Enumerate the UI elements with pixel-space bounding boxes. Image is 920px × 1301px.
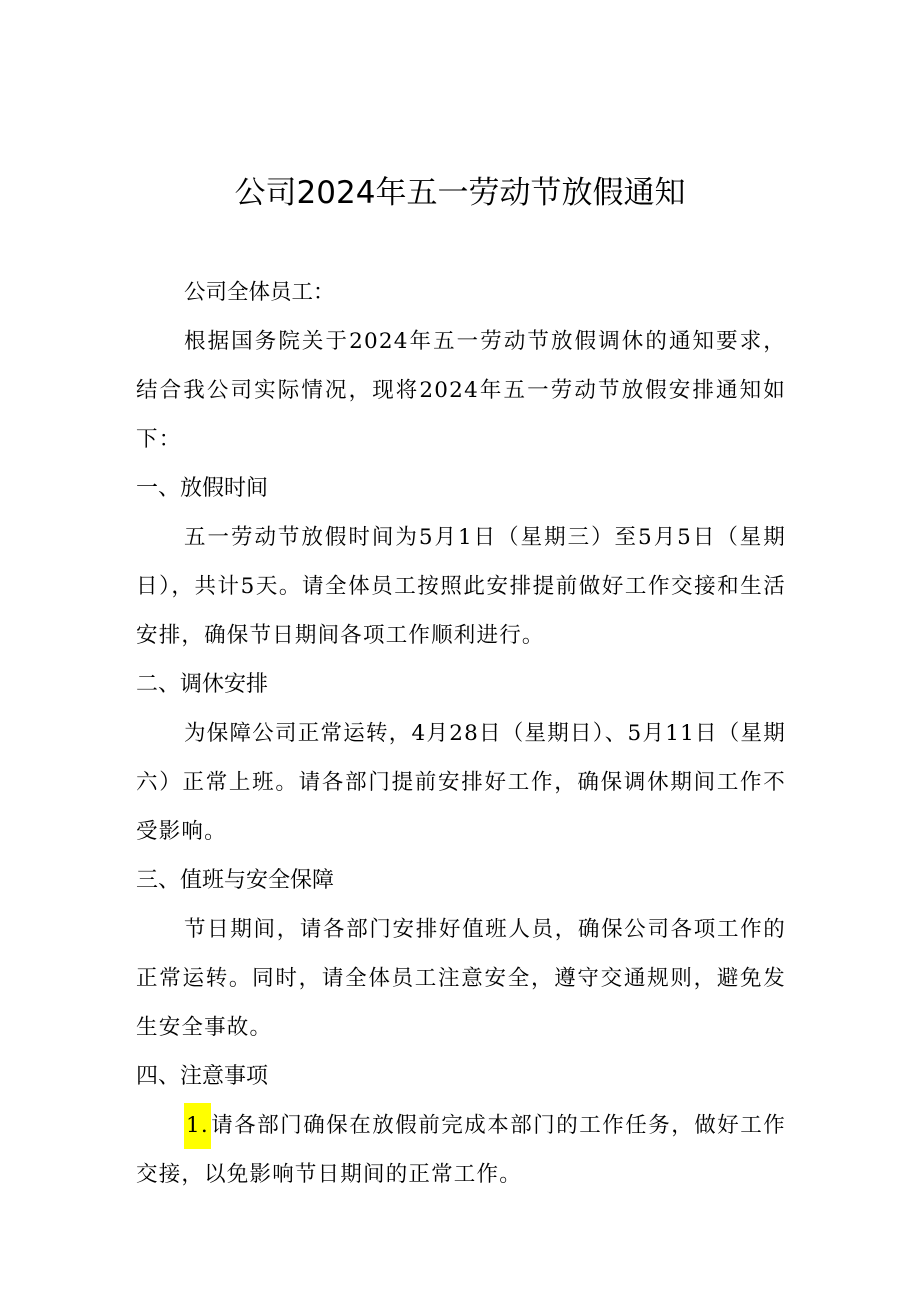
section-body-adjusted-workdays: 为保障公司正常运转，4月28日（星期日）、5月11日（星期六）正常上班。请各部门提前安排好工作，确保调休期间工作不受影响。 <box>136 721 786 844</box>
notes-item-text: 请各部门确保在放假前完成本部门的工作任务，做好工作交接，以免影响节日期间的正常工作。 <box>136 1113 786 1187</box>
section-heading-adjusted-workdays: 二、调休安排 <box>136 672 269 697</box>
section-heading-duty-safety: 三、值班与安全保障 <box>136 868 335 893</box>
intro-paragraph: 根据国务院关于2024年五一劳动节放假调休的通知要求，结合我公司实际情况，现将2024年五一劳动节放假安排通知如下： <box>136 329 786 452</box>
salutation: 公司全体员工： <box>184 280 335 305</box>
document-title: 公司2024年五一劳动节放假通知 <box>234 175 686 211</box>
document-body <box>136 268 786 1199</box>
section-heading-holiday-time: 一、放假时间 <box>136 476 269 501</box>
section-body-duty-safety: 节日期间，请各部门安排好值班人员，确保公司各项工作的正常运转。同时，请全体员工注意安全，遵守交通规则，避免发生安全事故。 <box>136 917 786 1040</box>
section-body-notes <box>136 1101 786 1199</box>
section-heading-notes: 四、注意事项 <box>136 1064 269 1089</box>
highlighted-item-number: 1. <box>184 1103 211 1149</box>
section-body-holiday-time: 五一劳动节放假时间为5月1日（星期三）至5月5日（星期日），共计5天。请全体员工按照此安排提前做好工作交接和生活安排，确保节日期间各项工作顺利进行。 <box>136 525 786 648</box>
